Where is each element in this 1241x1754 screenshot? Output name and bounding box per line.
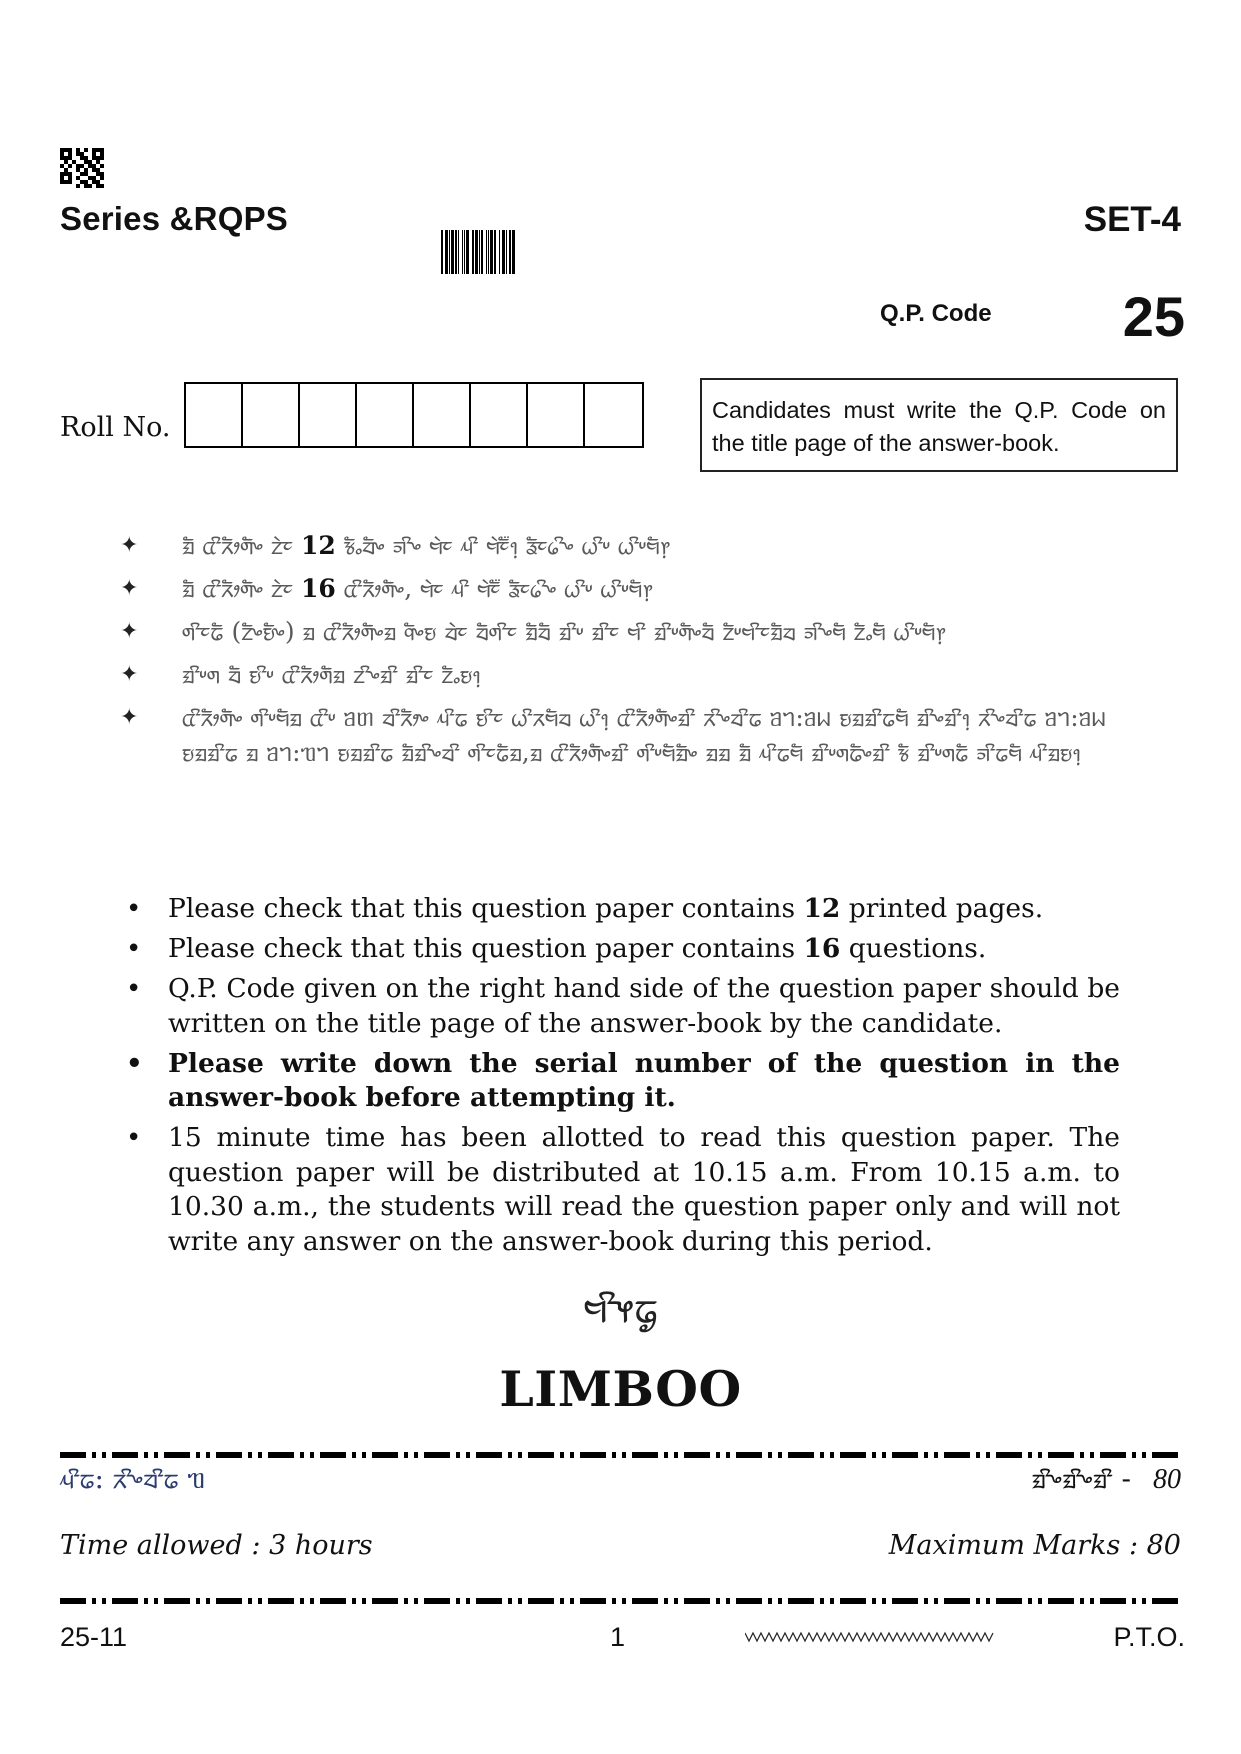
series-title: Series &RQPS (60, 200, 289, 237)
roll-no-box[interactable] (414, 384, 471, 446)
divider (60, 1598, 1180, 1604)
roll-no-box[interactable] (186, 384, 243, 446)
roll-no-box[interactable] (585, 384, 642, 446)
bullet-icon: • (126, 1048, 143, 1079)
subject-title: LIMBOO (499, 1360, 742, 1418)
diamond-bullet-icon: ✦ (120, 619, 139, 644)
barcode (441, 230, 515, 274)
limbu-instructions (120, 528, 1110, 778)
roll-no-box[interactable] (243, 384, 300, 446)
instruction-item-bold: • Please write down the serial number of the question in the answer-book before attempting it. (126, 1047, 1120, 1113)
limbu-maximum-marks: ᤀᤡᤴᤀᤡᤴᤀᤡ - 80 (1031, 1462, 1181, 1495)
qp-code-label: Q.P. Code (880, 300, 992, 327)
limbu-instruction: ✦ ᤀᤡᤸᤛ ᤔ᤺ᤠ ᤎᤡᤸ ᤂᤡᤖᤥᤛ᤺ᤠᤀ ᤁᤡᤴᤀᤡ ᤀᤡᤰ ᤁᤠᤱᤎ᥄ (120, 657, 1110, 692)
pto-label: P.T.O. (1113, 1622, 1185, 1652)
english-instructions (120, 892, 1120, 1265)
roll-no-box[interactable] (357, 384, 414, 446)
roll-no-box[interactable] (471, 384, 528, 446)
subject-limbu-name: ᤗᤡᤶᤒᤢ (583, 1282, 658, 1333)
qp-code-notice: Candidates must write the Q.P. Code on the title page of the answer-book. (700, 378, 1178, 472)
roll-no-box[interactable] (300, 384, 357, 446)
limbu-instruction: ✦ ᤛᤡᤰᤒᤠ (ᤁᤠᤴᤎᤠᤴ) ᤀ ᤂᤡᤖᤥᤛ᤺ᤠᤴᤀ ᤚᤠᤴᤎ ᤔᤧᤰ ᤔ᤺ᤠᤛᤡᤰ ᤀᤠᤔᤠ ᤀᤡᤸ ᤀᤡᤰ ᤗᤡ ᤀᤡᤸᤛᤠᤴᤔᤠ ᤁᤠᤸᤗᤡᤰᤀᤠᤔ ᤈᤡᤴᤗᤠ ᤁᤠᤱᤗᤠ ᤐᤡᤸᤗᤠ᥅ (120, 614, 1110, 649)
instruction-item: • Q.P. Code given on the right hand side of the question paper should be written on the title page of the answer-book by the candidate. (126, 973, 1120, 1039)
instruction-item: • Please check that this question paper contains 12 printed pages. (120, 892, 1120, 927)
limbu-instruction: ✦ ᤀᤠ ᤂᤡᤖᤥᤛ᤺ᤠᤴ ᤁᤧᤰ 12 ᤃᤠᤱᤔᤠᤴ ᤈᤡᤴ ᤗᤧᤰ ᤘᤡ ᤗᤧᤰ᤺ᤠ᥄ ᤕᤠᤰ᥀ᤡᤴ ᤐᤡᤸ ᤐᤡᤸᤗᤠ᥅ (120, 528, 1110, 563)
bullet-icon: • (126, 1123, 142, 1153)
instruction-item: • 15 minute time has been allotted to read this question paper. The question paper will be distributed at 10.15 a.m. From 10.15 a.m. to 10.30 a.m., the students will read the question paper only and will not write any answer on the answer-book during this period. (126, 1122, 1120, 1257)
qr-code (60, 148, 104, 188)
bullet-icon: • (126, 974, 142, 1004)
limbu-time-allowed: ᤘᤡᤒ: ᤖᤡᤴᤔᤡᤒ ᥓ (60, 1462, 206, 1495)
qp-code-value: 25 (1122, 285, 1185, 348)
set-number: SET-4 (1083, 200, 1181, 239)
limbu-instruction: ✦ ᤀᤠ ᤂᤡᤖᤥᤛ᤺ᤠᤴ ᤁᤧᤰ 16 ᤂᤡᤖᤥᤛ᤺ᤠᤴ, ᤗᤧᤰ ᤘᤡ ᤗᤧᤰ᤺ᤠ ᤕᤠᤰ᥀ᤡᤴ ᤐᤡᤸ ᤐᤡᤸᤗᤠ᥅ (120, 571, 1110, 606)
limbu-instruction: ✦ ᤂᤡᤖᤥᤛ᤺ᤠᤴ ᤛᤡᤸᤗᤠᤀ ᤂᤡᤸ ᥑᥖ ᤔᤡᤖᤥᤴ ᤘᤡᤒ ᤎᤡᤰ ᤐᤡᤖᤗᤠᤔ ᤐᤡ᥄ ᤂᤡᤖᤥᤛ᤺ᤠᤴᤀᤡ ᤖᤡᤴᤔᤡᤒ ᥑᥐ:ᥑᥕ ᤎᤀᤀᤡᤒᤗᤠ ᤀᤡᤴᤀᤡ᥄ ᤖᤡᤴᤔᤡᤒ ᥑᥐ:ᥑᥕ ᤎᤀᤀᤡᤒ ᤀ ᥑᥐ:ᥓᥐ ᤎᤀᤀᤡᤒ ᤀᤠᤀᤡᤴᤔᤡ ᤛᤡᤰᤒᤠᤀ,ᤀ ᤂᤡᤖᤥᤛ᤺ᤠᤴᤀᤡ ᤛᤡᤸᤗᤠᤀᤠᤴ ᤀᤀ ᤀᤠ ᤘᤡᤒᤗᤠ ᤀᤡᤸᤛᤒᤠᤴᤀᤡ ᤃᤠ ᤀᤡᤸᤛᤒᤠ ᤈᤡᤒᤗᤠ ᤘᤡᤀᤎ᥄ (120, 700, 1110, 770)
roll-no-label: Roll No. (60, 412, 171, 443)
time-allowed: Time allowed : 3 hours (60, 1530, 373, 1561)
diamond-bullet-icon: ✦ (120, 576, 139, 601)
instruction-item: • Please check that this question paper contains 16 questions. (120, 932, 1120, 967)
page-number: 1 (610, 1622, 626, 1652)
maximum-marks: Maximum Marks : 80 (888, 1530, 1181, 1561)
divider (60, 1452, 1180, 1458)
zigzag-decoration-icon (745, 1630, 995, 1644)
bullet-icon: • (126, 894, 142, 924)
diamond-bullet-icon: ✦ (120, 705, 139, 730)
roll-no-boxes (184, 382, 644, 448)
bullet-icon: • (126, 934, 142, 964)
diamond-bullet-icon: ✦ (120, 662, 139, 687)
footer-paper-code: 25-11 (60, 1622, 128, 1652)
diamond-bullet-icon: ✦ (120, 533, 139, 558)
roll-no-box[interactable] (528, 384, 585, 446)
